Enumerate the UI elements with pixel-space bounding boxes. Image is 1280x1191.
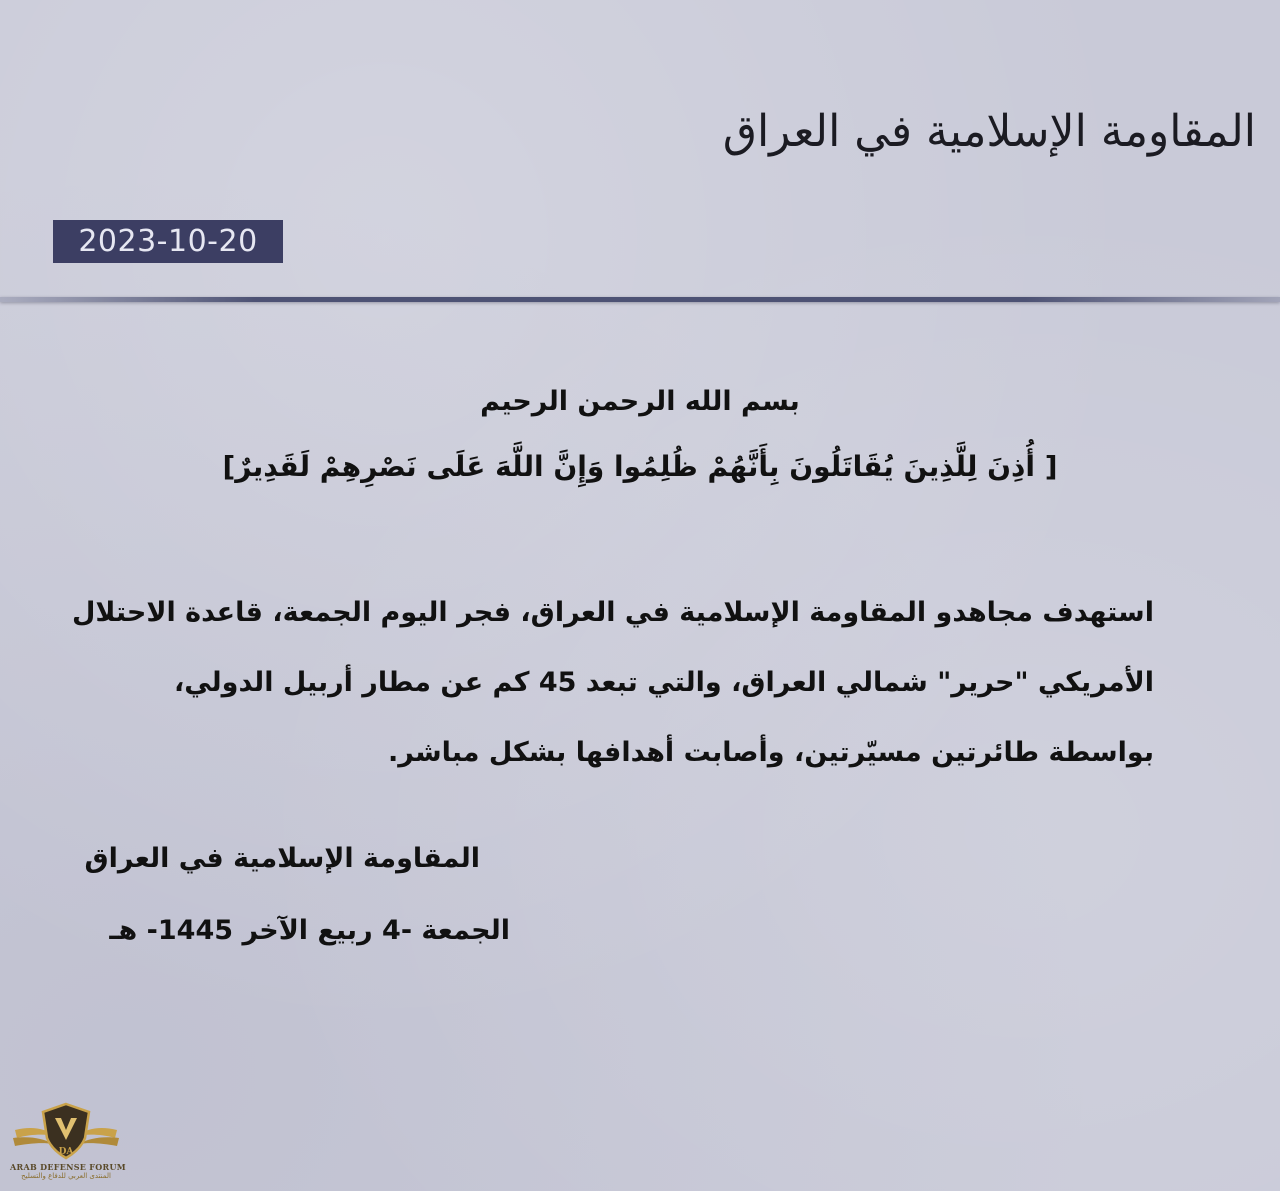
watermark-name-en: ARAB DEFENSE FORUM [10,1162,126,1172]
signature-block [60,834,510,956]
header-divider [0,297,1280,302]
arab-defense-forum-watermark [10,1100,126,1188]
signature-date: الجمعة -4 ربيع الآخر 1445- هـ [109,915,510,946]
statement-body [71,578,1154,788]
body-line-1: استهدف مجاهدو المقاومة الإسلامية في العراق، فجر اليوم الجمعة، قاعدة الاحتلال [71,597,1154,628]
date-badge: 2023-10-20 [53,220,283,263]
basmala: بسم الله الرحمن الرحيم [480,386,800,417]
svg-text:DA: DA [58,1147,74,1157]
body-line-3: بواسطة طائرتين مسيّرتين، وأصابت أهدافها بشكل مباشر. [388,737,1154,768]
body-line-2: الأمريكي "حرير" شمالي العراق، والتي تبعد 45 كم عن مطار أربيل الدولي، [173,667,1154,698]
shield-wings-logo-icon [11,1100,121,1162]
quran-verse: [ أُذِنَ لِلَّذِينَ يُقَاتَلُونَ بِأَنَّهُمْ ظُلِمُوا وَإِنَّ اللَّهَ عَلَى نَصْرِهِمْ لَقَدِيرٌ] [222,450,1058,483]
signature-organization: المقاومة الإسلامية في العراق [84,843,480,874]
watermark-name-ar: المنتدى العربي للدفاع والتسليح [21,1172,111,1180]
organization-title: المقاومة الإسلامية في العراق [722,106,1256,157]
